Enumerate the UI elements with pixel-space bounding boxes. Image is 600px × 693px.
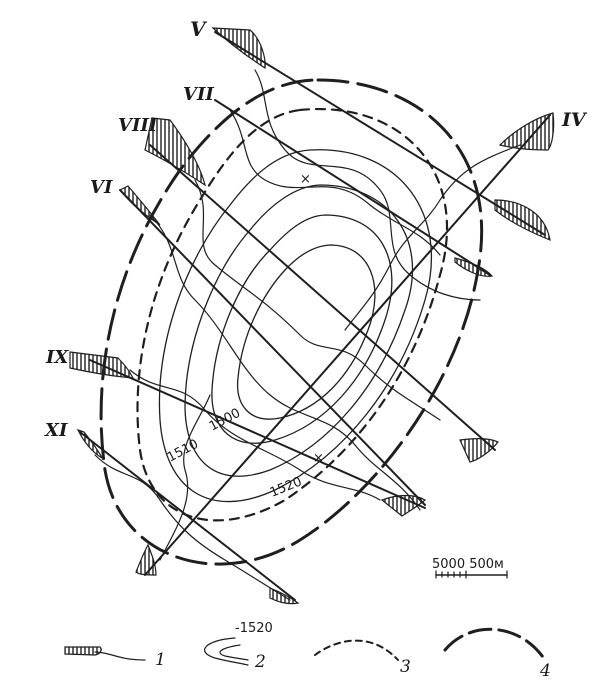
legend-item-4 (445, 629, 551, 681)
cross-marker-top: × (300, 172, 311, 187)
profile-trace-7 (160, 395, 210, 560)
profile-trace-2 (230, 110, 440, 255)
profile-label-vii: VII (183, 84, 214, 105)
legend-item-3 (315, 641, 411, 677)
profile-label-v: V (190, 17, 206, 41)
contour-label-1500: 1500 (206, 405, 244, 435)
wedge-viii-end (460, 439, 498, 462)
profile-label-viii: VIII (118, 115, 158, 136)
contour-label-1520: 1520 (267, 474, 305, 501)
profile-trace-6 (95, 455, 290, 600)
legend-number-4: 4 (540, 661, 551, 681)
profile-trace-4 (150, 215, 420, 510)
contour-label-1510: 1510 (164, 436, 202, 466)
cross-marker-1520: × (313, 451, 324, 466)
scale-label: 5000 500м (432, 557, 504, 572)
legend-item-1 (65, 647, 166, 670)
profile-label-vi: VI (90, 177, 113, 198)
wedge-xi (78, 430, 102, 458)
wedge-iv (500, 113, 554, 150)
wedge-iv-end (136, 545, 156, 575)
wedge-v (213, 28, 265, 68)
legend-item-2 (205, 621, 273, 672)
legend-number-3: 3 (400, 657, 411, 677)
legend-number-1: 1 (155, 650, 166, 670)
legend-value-2: -1520 (235, 621, 273, 636)
profile-line-viii (150, 145, 495, 450)
profile-label-ix: IX (46, 347, 69, 368)
wedge-ix (70, 352, 133, 378)
wedge-vii-mid (455, 258, 492, 276)
profile-label-xi: XI (45, 420, 68, 441)
profile-trace-5 (130, 370, 380, 500)
legend (65, 621, 551, 681)
wedge-vi (120, 186, 160, 225)
scale-bar (432, 557, 507, 578)
wedge-vii-end (495, 200, 550, 240)
profile-label-iv: IV (562, 109, 586, 131)
legend-number-2: 2 (255, 652, 266, 672)
contour-line-1510 (212, 215, 392, 443)
